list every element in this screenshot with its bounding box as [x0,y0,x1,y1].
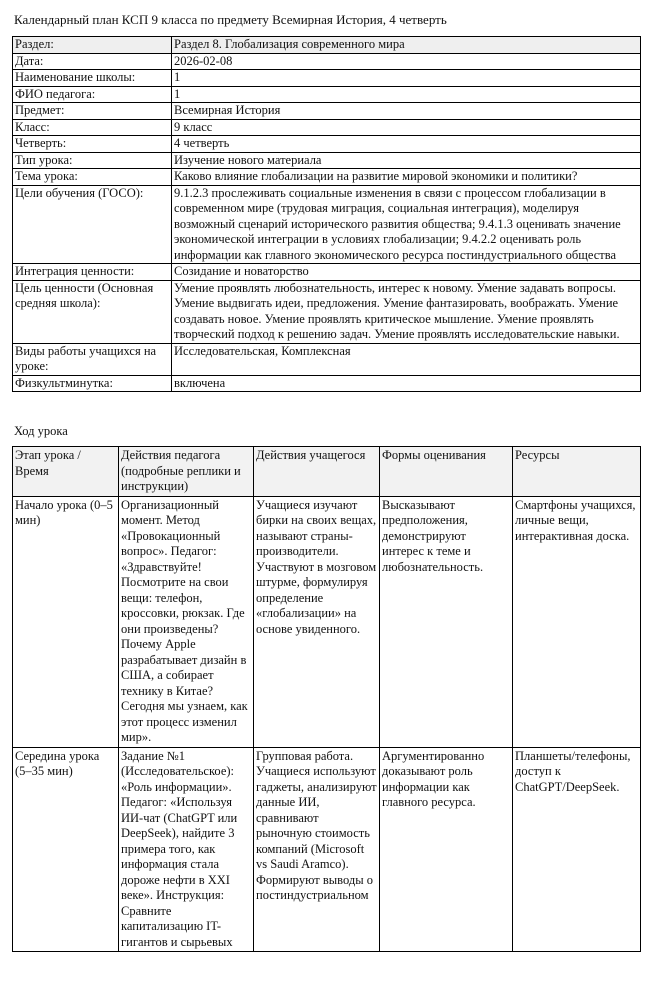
column-header: Формы оценивания [380,447,513,497]
info-key: Дата: [13,53,172,70]
info-key: Цели обучения (ГОСО): [13,185,172,264]
info-key: Тип урока: [13,152,172,169]
info-value: 9.1.2.3 прослеживать социальные изменения в связи с процессом глобализации в современном мире (трудовая миграция, социальная интеграция), моделируя возможный сценарий исторического развития общества; 9.4.1.3 оценивать значение экономической интеграции в условиях глобализации; 9.4.2.2 оценивать роль информации как главного экономического ресурса постиндустриального общества [172,185,641,264]
info-row [13,343,641,375]
lesson-cell: Групповая работа. Учащиеся используют гаджеты, анализируют данные ИИ, сравнивают рыночную стоимость компаний (Microsoft vs Saudi Aramco). Формируют выводы о постиндустриальном [254,747,380,952]
lesson-cell: Учащиеся изучают бирки на своих вещах, называют страны-производители. Участвуют в мозговом штурме, формулируя определение «глобализации» на основе увиденного. [254,496,380,747]
column-header: Ресурсы [513,447,641,497]
info-row [13,37,641,54]
info-row [13,119,641,136]
info-row [13,280,641,343]
section-label-lesson-flow: Ход урока [14,424,68,438]
info-key: Цель ценности (Основная средняя школа): [13,280,172,343]
lesson-cell: Смартфоны учащихся, личные вещи, интерактивная доска. [513,496,641,747]
info-row [13,70,641,87]
info-value: Всемирная История [172,103,641,120]
info-value: Исследовательская, Комплексная [172,343,641,375]
lesson-info-table [12,36,641,392]
info-value: Раздел 8. Глобализация современного мира [172,37,641,54]
info-key: Предмет: [13,103,172,120]
lesson-header-row [13,447,641,497]
column-header: Этап урока / Время [13,447,119,497]
lesson-cell: Планшеты/телефоны, доступ к ChatGPT/DeepSeek. [513,747,641,952]
info-row [13,375,641,392]
info-key: Физкультминутка: [13,375,172,392]
info-value: 2026-02-08 [172,53,641,70]
lesson-cell: Организационный момент. Метод «Провокационный вопрос». Педагог: «Здравствуйте! Посмотрите на свои вещи: телефон, кроссовки, рюкзак. Где они произведены? Почему Apple разрабатывает дизайн в США, а собирает технику в Китае? Сегодня мы узнаем, как этот процесс изменил мир». [119,496,254,747]
lesson-cell: Аргументированно доказывают роль информации как главного ресурса. [380,747,513,952]
info-row [13,264,641,281]
info-value: 4 четверть [172,136,641,153]
info-key: Класс: [13,119,172,136]
info-value: 1 [172,86,641,103]
info-value: 1 [172,70,641,87]
info-value: 9 класс [172,119,641,136]
info-value: Созидание и новаторство [172,264,641,281]
lesson-cell: Начало урока (0–5 мин) [13,496,119,747]
lesson-cell: Середина урока (5–35 мин) [13,747,119,952]
info-key: Интеграция ценности: [13,264,172,281]
info-row [13,86,641,103]
lesson-flow-table [12,446,641,952]
info-value: Изучение нового материала [172,152,641,169]
column-header: Действия педагога (подробные реплики и инструкции) [119,447,254,497]
info-key: Тема урока: [13,169,172,186]
lesson-cell: Задание №1 (Исследовательское): «Роль информации». Педагог: «Используя ИИ-чат (ChatGPT или DeepSeek), найдите 3 примера того, как информация стала дороже нефти в XXI веке». Инструкция: Сравните капитализацию IT-гигантов и сырьевых [119,747,254,952]
document-title: Календарный план КСП 9 класса по предмету Всемирная История, 4 четверть [14,12,447,27]
lesson-stage-row [13,496,641,747]
info-row [13,53,641,70]
lesson-stage-row [13,747,641,952]
info-key: ФИО педагога: [13,86,172,103]
column-header: Действия учащегося [254,447,380,497]
info-row [13,185,641,264]
info-row [13,103,641,120]
info-value: включена [172,375,641,392]
info-row [13,169,641,186]
info-key: Четверть: [13,136,172,153]
info-key: Раздел: [13,37,172,54]
info-key: Виды работы учащихся на уроке: [13,343,172,375]
info-value: Каково влияние глобализации на развитие мировой экономики и политики? [172,169,641,186]
info-key: Наименование школы: [13,70,172,87]
info-value: Умение проявлять любознательность, интерес к новому. Умение задавать вопросы. Умение выдвигать идеи, предложения. Умение фантазировать, воображать. Умение создавать новое. Умение проявлять критическое мышление. Умение проявлять творческий подход к решению задач. Умение проявлять исследовательские навыки. [172,280,641,343]
lesson-cell: Высказывают предположения, демонстрируют интерес к теме и любознательность. [380,496,513,747]
info-row [13,152,641,169]
info-row [13,136,641,153]
